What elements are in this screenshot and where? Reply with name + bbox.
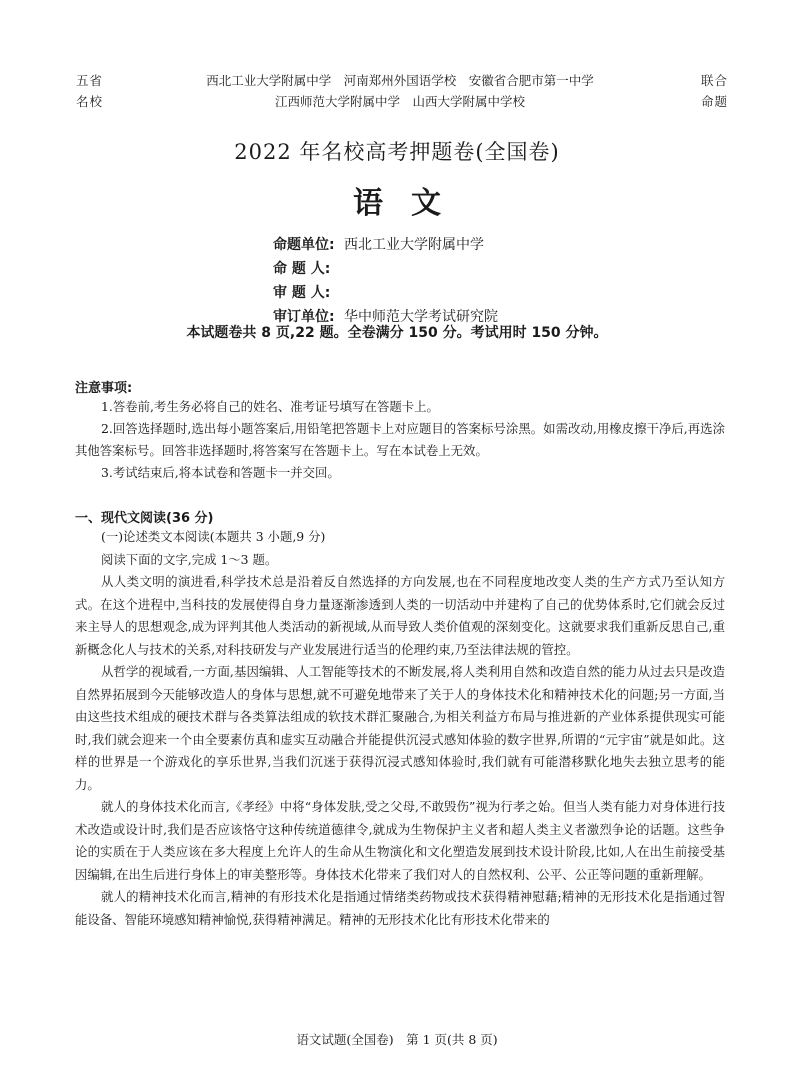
section-heading: 一、现代文阅读(36 分) <box>75 511 214 526</box>
info-row <box>273 257 498 281</box>
header-right <box>668 70 728 112</box>
notice-item: 3.考试结束后,将本试卷和答题卡一并交回。 <box>101 465 340 480</box>
subject-title: 语文 <box>353 186 469 221</box>
passage-paragraph: 从人类文明的演进看,科学技术总是沿着反自然选择的方向发展,也在不同程度地改变人类的生产方式乃至认知方式。在这个进程中,当科技的发展使得自身力量逐渐渗透到人类的一切活动中并建构了自己的优势体系时,它们就会反过来主导人的思想观念,成为评判其他人类活动的新视域,从而导致人类价值观的深刻变化。这就要求我们重新反思自己,重新概念化人与技术的关系,对科技研发与产业发展进行适当的伦理约束,乃至法律法规的管控。 <box>75 574 725 657</box>
passage-paragraph: 就人的精神技术化而言,精神的有形技术化是指通过情绪类药物或技术获得精神慰藉;精神的无形技术化是指通过智能设备、智能环境感知精神愉悦,获得精神满足。精神的无形技术化比有形技术化带来的 <box>75 889 725 927</box>
info-value: 西北工业大学附属中学 <box>344 237 484 253</box>
header-left <box>76 70 136 112</box>
school-header <box>0 70 794 112</box>
exam-title: 2022 年名校高考押题卷(全国卷) <box>234 140 560 164</box>
exam-summary: 本试题卷共 8 页,22 题。全卷满分 150 分。考试用时 150 分钟。 <box>186 325 608 341</box>
header-schools-line-1: 西北工业大学附属中学 河南郑州外国语学校 安徽省合肥市第一中学 <box>206 73 594 88</box>
header-left-bottom: 名校 <box>76 94 104 109</box>
info-label: 审订单位: <box>273 309 335 325</box>
passage-paragraph: 从哲学的视域看,一方面,基因编辑、人工智能等技术的不断发展,将人类利用自然和改造自然的能力从过去只是改造自然界拓展到今天能够改造人的身体与思想,就不可避免地带来了关于人的身体技术化和精神技术化的问题;另一方面,当由这些技术组成的硬技术群与各类算法组成的软技术群汇聚融合,为相关利益方布局与推进新的产业体系提供现实可能时,我们就会迎来一个由全要素仿真和虚实互动融合并能提供沉浸式感知体验的数字世界,所谓的“元宇宙”就是如此。这样的世界是一个游戏化的享乐世界,当我们沉迷于获得沉浸式感知体验时,我们就有可能潜移默化地失去独立思考的能力。 <box>75 664 725 792</box>
info-label: 命题单位: <box>273 237 335 253</box>
header-schools-line-2: 江西师范大学附属中学 山西大学附属中学校 <box>274 94 525 109</box>
info-value: 华中师范大学考试研究院 <box>344 309 498 325</box>
reading-passage <box>75 526 725 931</box>
subsection-heading: (一)论述类文本阅读(本题共 3 小题,9 分) <box>101 529 326 544</box>
header-right-bottom: 命题 <box>700 94 728 109</box>
info-row <box>273 233 498 257</box>
header-schools <box>140 70 660 112</box>
notice-list <box>75 396 725 484</box>
author-info <box>273 233 498 329</box>
notice-item: 2.回答选择题时,选出每小题答案后,用铅笔把答题卡上对应题目的答案标号涂黑。如需改动,用橡皮擦干净后,再选涂其他答案标号。回答非选择题时,将答案写在答题卡上。写在本试卷上无效。 <box>75 421 725 458</box>
info-label: 审 题 人: <box>273 285 331 301</box>
instruction-text: 阅读下面的文字,完成 1～3 题。 <box>101 551 278 567</box>
notice-title: 注意事项: <box>75 381 133 396</box>
notice-item: 1.答卷前,考生务必将自己的姓名、准考证号填写在答题卡上。 <box>101 399 439 414</box>
info-row <box>273 281 498 305</box>
info-label: 命 题 人: <box>273 261 331 277</box>
page-footer: 语文试题(全国卷) 第 1 页(共 8 页) <box>296 1032 498 1047</box>
header-right-top: 联合 <box>700 73 728 88</box>
header-left-top: 五省 <box>76 73 104 88</box>
passage-paragraph: 就人的身体技术化而言,《孝经》中将“身体发肤,受之父母,不敢毁伤”视为行孝之始。但当人类有能力对身体进行技术改造或设计时,我们是否应该恪守这种传统道德律令,就成为生物保护主义者和超人类主义者激烈争论的话题。这些争论的实质在于人类应该在多大程度上允许人的生命从生物演化和文化塑造发展到技术设计阶段,比如,人在出生前接受基因编辑,在出生后进行身体上的审美整形等。身体技术化带来了我们对人的自然权利、公平、公正等问题的重新理解。 <box>75 799 725 882</box>
